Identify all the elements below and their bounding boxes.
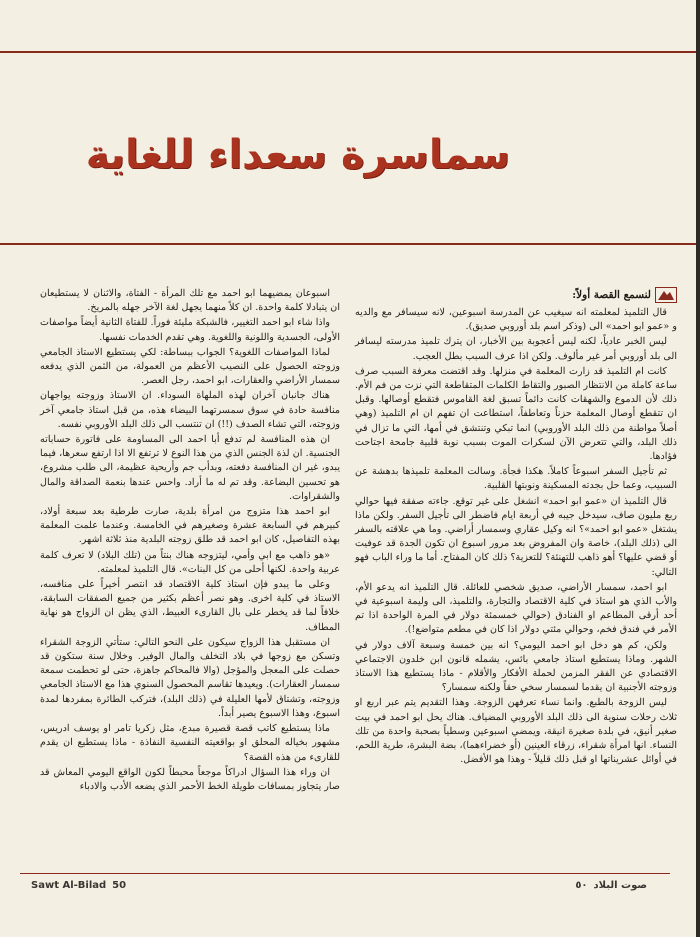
paragraph: اسبوعان يمضيهما ابو احمد مع تلك المرأة - الفتاة، والاثنان لا يستطيعان ان يتبادلا كلمة واحدة. ان كلاً منهما يجهل لغة الآخر جهله بالمريخ.: [40, 288, 340, 314]
paragraph: ان هذه المنافسة لم تدفع أبا احمد الى المساومة على فاتورة حساباته الجنسية. ان لذة الجنس الذي من هذا النوع لا ترتفع الا اذا ارتفع سعرها، فيما يبدو، غير ان المنافسة دفعته، وبدأب جم وأريحية عظيمة، الى طلب مشروع، هو تحسين البضاعة. وقد تم له ما أراد. واحس عندها بنعمة الصداقة والمال والشقراوات.: [40, 434, 340, 502]
footer-publication-latin: Sawt Al-Bilad: [31, 880, 107, 891]
footer-rule: [20, 873, 670, 874]
paragraph: ابو احمد هذا متزوج من امرأة بلدية، صارت طرطية بعد سبعة أولاد، كبيرهم في السابعة عشرة وصغيرهم في الخامسة. وعندما علمت المعلمة بهذه التفاصيل، كان ابو احمد قد طلق زوجته البلدية منذ ثلاثة اشهر.: [40, 506, 340, 546]
paragraph: قال التلميذ لمعلمته انه سيغيب عن المدرسة اسبوعين، لانه سيسافر مع والديه و «عمو ابو احمد» الى (وذكر اسم بلد أوروبي صديق).: [355, 307, 677, 333]
paragraph: ثم تأجيل السفر اسبوعاً كاملاً. هكذا فجأة. وسالت المعلمة تلميذها بدهشة عن السبيب، وعما حل بجدته المسكينة ونوبتها القلبية.: [355, 466, 677, 492]
intro-line: [355, 287, 677, 303]
paragraph: ان مستقبل هذا الزواج سيكون على النحو التالي: ستأتي الزوجة الشقراء وتسكن مع زوجها في بلاد التخلف والمال الوفير. وخلال سنة ستكون قد حصلت على المعجل والمؤجل (والا فالمحاكم جاهزة، حتى لو تحطمت سمعة سمسار العقارات). ويعيدها تقاسم المحصول السنوي هذا مع الاستاذ الجامعي وزوجته، وتشتاق لأمها العليلة في (ذلك البلد)، فتركب الطائرة بمفردها لمدة اسبوع، وهذا الاسبوع يصير أبداً.: [40, 636, 340, 719]
right-text-column: [355, 287, 677, 769]
scan-edge: [696, 0, 700, 937]
paragraph: واذا شاء ابو احمد التغيير، فالشبكة مليئة فوراً. للفتاة الثانية أيضاً مواصفات الأولى، الجسدية واللونية واللغوية. وهي تقدم الخدمات نفسها.: [40, 317, 340, 343]
section-marker-icon: [655, 287, 677, 303]
article-title: سماسرة سعداء للغاية: [85, 132, 510, 178]
footer-publication-arabic: صوت البلاد: [593, 880, 647, 891]
paragraph: ان وراء هذا السؤال ادراكاً موجعاً محبطاً لكون الواقع اليومي المعاش قد صار يتجاوز بمسافات طويلة الخط الأحمر الذي يضعه الأدب والادباء: [40, 766, 340, 792]
paragraph: ولكن، كم هو دخل ابو احمد اليومي؟ انه بين خمسة وسبعة آلاف دولار في الشهر. وماذا يستطيع استاذ جامعي بائس، يشمله قانون ابن خلدون الاجتماعي الاقتصادي عن الفقر المزمن لحملة الأفكار والأقلام - ماذا يستطيع هذا الاستاذ وزوجته الأجنبية ان يقدما لسمسار سخي حقاً ولكنه سمسار؟: [355, 639, 677, 694]
paragraph: ليس الزوجة بالطبع. وانما نساء تعرفهن الزوجة. وهذا التقديم يتم عبر اربع او ثلاث رحلات سنوية الى ذلك البلد الأوروبي المضياف. هناك يحل ابو احمد في بيت صغير أنيق، في بلدة صغيرة انيقة، ويمضي اسبوعين وسطياً بصحبة واحدة من تلك النساء. انها امرأة شقراء، زرقاء العينين (أو خضراءهما)، بضة البشرة، طرية اللحم، في أوائل عشريناتها او قبل ذلك قليلاً - وهذا هو الأفضل.: [355, 697, 677, 766]
paragraph: «هو ذاهب مع ابي وأمي، ليتزوجه هناك بنتاً من (تلك البلاد) لا تعرف كلمة عربية واحدة. لكنها أحلى من كل البنات». قال التلميذ لمعلمته.: [40, 549, 340, 575]
footer-page-number-arabic: ٥٠: [575, 880, 588, 891]
intro-text: لنسمع القصة أولاً:: [572, 289, 651, 301]
paragraph: وعلى ما يبدو فإن استاذ كلية الاقتصاد قد انتصر أخيراً على منافسه، الاستاذ في كلية اخرى. وهو نصر أعظم بكثير من جميع الصفقات السابقة، خلافاً لما قد يخطر على بال القارىء العبيط، الذي يظن ان الزواج هو نهاية المطاف.: [40, 579, 340, 633]
paragraph: ابو احمد، سمسار الأراضي، صديق شخصي للعائلة. قال التلميذ انه يدعو الأم، والأب الذي هو استاذ في كلية الاقتصاد والتجارة، والتلميذ، الى وليمة اسبوعية في أحد أرقى المطاعم او الفنادق (حوالي خمسمئة دولار في المرة الواحدة اذا تم الأمر في فندق فخم، وحوالي مئتي دولار اذا كان في مطعم متواضع!).: [355, 581, 677, 636]
paragraph: كانت ام التلميذ قد زارت المعلمة في منزلها. وقد اقتضت معرفة السبب صرف ساعة كاملة من الانتظار الصبور والتقاط الكلمات المتقاطعة التي نزت من فم الأم. ذلك لأن الدموع والشهقات كانت دائماً تسبق لغة القاموس فتقطع أوصالها. وقبل ان تتقطع أوصال المعلمة حزناً وتعاطفاً، استطاعت ان تفهم ان ام التلميذ (وهي أصلاً مواطنة من ذلك البلد الأوروبي) انما تبكي وتنتشق في أمها، التي ما تزال في ذلك البلد، والتي تتعرض الآن لسكرات الموت بسبب نوبة قلبية جامحة اجتاحت فؤادها.: [355, 365, 677, 463]
footer-page-number: 50: [112, 880, 127, 891]
header-rule: [0, 51, 700, 53]
paragraph: هناك جانبان آخران لهذه الملهاة السوداء. ان الاستاذ وزوجته يواجهان منافسة حادة في سوق سمسرتهما البيضاء هذه، من قبل استاذ جامعي آخر وزوجته، التي تشاء الصدف (!!) ان تنتسب الى ذلك البلد الأوروبي نفسه.: [40, 390, 340, 430]
title-divider-rule: [0, 243, 700, 245]
paragraph: ليس الخبر عادياً، لكنه ليس أعجوبة بين الأخبار، ان يترك تلميذ مدرسته ليسافر الى بلد أوروبي أمر غير مألوف. ولكن اذا عرف السبب بطل العجب.: [355, 336, 677, 362]
paragraph: قال التلميذ ان «عمو ابو احمد» انشغل على غير توقع. جاءته صفقة فيها حوالي ربع مليون صاف، سيدخل جيبه في أربعة ايام فاضطر الى تأجيل السفر. ولكن ماذا يشتغل «عمو ابو احمد»؟ انه وكيل عقاري وسمسار أراضي. وما هي علاقته بالسفر الى (ذلك البلد)، خاصة وان المفروض بعد مرور اسبوع ان تكون الجدة قد عوفيت أو قضي عليها؟ أهو ذاهب للتهنئة؟ للتعزية؟ ذلك كان المفتاح. أما ما وراء الباب فهو التالي:: [355, 495, 677, 578]
footer-left: [28, 880, 129, 891]
paragraph: لماذا المواصفات اللغوية؟ الجواب ببساطة: لكي يستطيع الاستاذ الجامعي وزوجته الحصول على النصيب الأعظم من العمولة، من الثمن الذي يدفعه سمسار الأراضي والعقارات، ابو احمد، رجل العصر.: [40, 346, 340, 387]
footer-right: [572, 880, 650, 891]
left-text-column: [40, 287, 340, 795]
paragraph: ماذا يستطيع كاتب قصة قصيرة مبدع، مثل زكريا تامر او يوسف ادريس، مشهور بخياله المحلق او بواقعيته النفسية النفاذة - ماذا يستطيع ان يقدم للقارىء من هذه القصة؟: [40, 723, 340, 763]
